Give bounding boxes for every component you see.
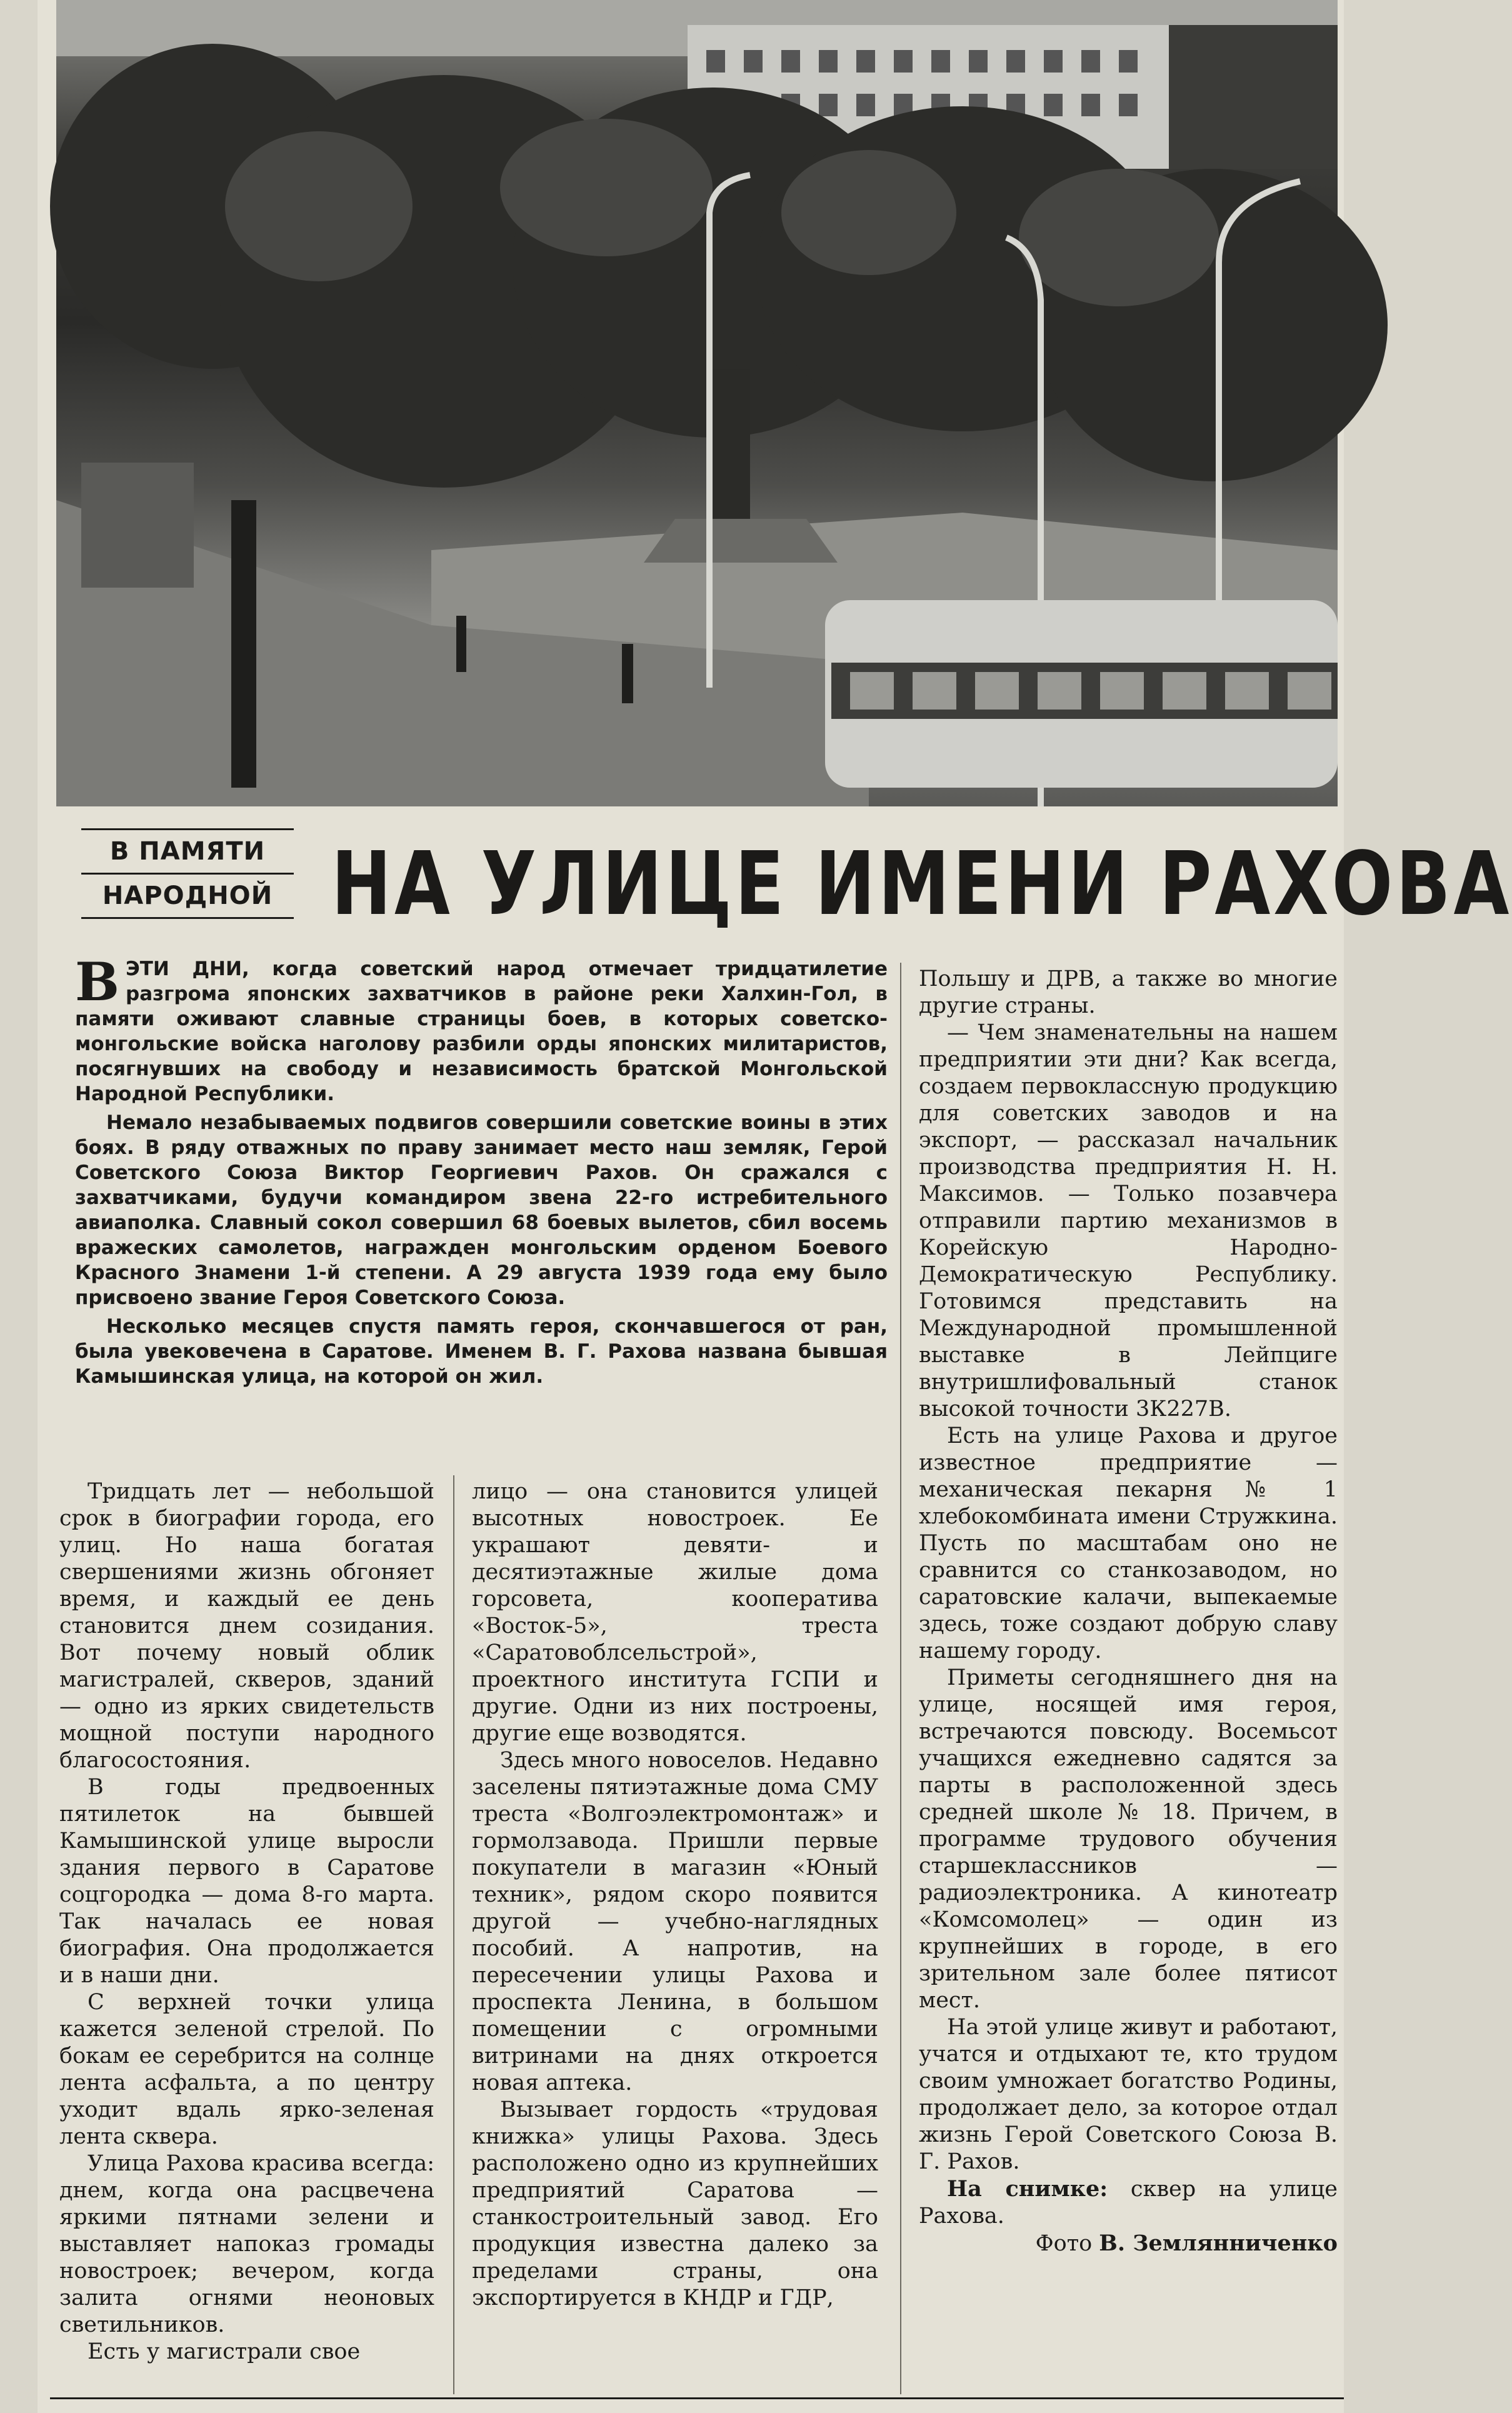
credit-label: Фото (1035, 2231, 1093, 2256)
section-rubric (81, 828, 294, 922)
photo-caption (919, 2175, 1338, 2230)
lead-paragraph-1 (75, 951, 888, 1106)
paragraph: В годы предвоенных пятилеток на бывшей Камышинской улице выросли здания первого в Саратове соцгородка — дома 8-го марта. Так началась ее новая биография. Она продолжается и в наши дни. (59, 1775, 434, 1988)
rubric-line-2: НАРОДНОЙ (81, 875, 294, 919)
paragraph: С верхней точки улица кажется зеленой стрелой. По бокам ее серебрится на солнце лента асфальта, а по центру уходит вдаль ярко-зеленая лента сквера. (59, 1990, 434, 2149)
paragraph: Есть на улице Рахова и другое известное предприятие — механическая пекарня № 1 хлебокомбината имени Стружкина. Пусть по масштабам оно не сравнится со станкозаводом, но саратовские калачи, выпекаемые здесь, тоже создают добрую славу нашему городу. (919, 1423, 1338, 1663)
street-photo (56, 0, 1338, 806)
lead-paragraph-3: Несколько месяцев спустя память героя, скончавшегося от ран, была увековечена в Саратове. Именем В. Г. Рахова названа бывшая Камышинская улица, на которой он жил. (75, 1315, 888, 1388)
caption-label: На снимке: (947, 2176, 1108, 2202)
article-column-2 (472, 1478, 878, 2312)
column-divider (453, 1475, 454, 2394)
paragraph: Здесь много новоселов. Недавно заселены пятиэтажные дома СМУ треста «Волгоэлектромонтаж» и гормолзавода. Пришли первые покупатели в магазин «Юный техник», рядом скоро появится другой — учебно-наглядных пособий. А напротив, на пересечении улицы Рахова и проспекта Ленина, в большом помещении с огромными витринами на днях откроется новая аптека. (472, 1748, 878, 2095)
paragraph: Улица Рахова красива всегда: днем, когда она расцвечена яркими пятнами зелени и выставляет напоказ громады новостроек; вечером, когда залита огнями неоновых светильников. (59, 2151, 434, 2337)
credit-name: В. Землянниченко (1099, 2230, 1338, 2256)
article-column-1 (59, 1478, 434, 2365)
photo-illustration (56, 0, 1338, 806)
caption-text: сквер на улице Рахова. (919, 2177, 1338, 2229)
column-divider (900, 963, 901, 2394)
paragraph: Есть у магистрали свое (88, 2339, 361, 2364)
article-headline: НА УЛИЦЕ ИМЕНИ РАХОВА (331, 833, 1512, 935)
paragraph: — Чем знаменательны на нашем предприятии эти дни? Как всегда, создаем первоклассную продукцию для советских заводов и на экспорт, — рассказал начальник производства предприятия Н. Н. Максимов. — Только позавчера отправили партию механизмов в Корейскую Народно-Демократическую Республику. Готовимся представить на Международной промышленной выставке в Лейпциге внутришлифовальный станок высокой точности 3К227В. (919, 1020, 1338, 1422)
lead-paragraph-2: Немало незабываемых подвигов совершили советские воины в этих боях. В ряду отважных по праву занимает место наш земляк, Герой Советского Союза Виктор Георгиевич Рахов. Он сражался с захватчиками, будучи командиром звена 22-го истребительного авиаполка. Славный сокол совершил 68 боевых вылетов, сбил восемь вражеских самолетов, награжден монгольским орденом Боевого Красного Знамени 1-й степени. А 29 августа 1939 года ему было присвоено звание Героя Советского Союза. (75, 1111, 888, 1309)
rubric-line-1: В ПАМЯТИ (81, 828, 294, 875)
drop-cap: В (75, 951, 119, 1013)
paragraph: На этой улице живут и работают, учатся и отдыхают те, кто трудом своим умножает богатство Родины, продолжает дело, за которое отдал жизнь Герой Советского Союза В. Г. Рахов. (919, 2015, 1338, 2174)
paragraph: Тридцать лет — небольшой срок в биографии города, его улиц. Но наша богатая свершениями жизнь обгоняет время, и каждый ее день становится днем созидания. Вот почему новый облик магистралей, скверов, зданий — одно из ярких свидетельств мощной поступи народного благосостояния. (59, 1479, 434, 1773)
article-column-3 (919, 966, 1338, 2257)
paragraph: Польшу и ДРВ, а также во многие другие страны. (919, 966, 1338, 1018)
paragraph: Приметы сегодняшнего дня на улице, носящей имя героя, встречаются повсюду. Восемьсот учащихся ежедневно садятся за парты в расположенной здесь средней школе № 18. Причем, в программе трудового обучения старшеклассников — радиоэлектроника. А кинотеатр «Комсомолец» — один из крупнейших в городе, в его зрительном зале более пятисот мест. (919, 1665, 1338, 2013)
article-lead (75, 951, 888, 1393)
paragraph: Вызывает гордость «трудовая книжка» улицы Рахова. Здесь расположено одно из крупнейших предприятий Саратова — станкостроительный завод. Его продукция известна далеко за пределами страны, она экспортируется в КНДР и ГДР, (472, 2097, 878, 2310)
page-bottom-rule (50, 2397, 1344, 2399)
paragraph: лицо — она становится улицей высотных новостроек. Ее украшают девяти- и десятиэтажные жилые дома горсовета, кооператива «Восток-5», треста «Саратовоблсельстрой», проектного института ГСПИ и другие. Одни из них построены, другие еще возводятся. (472, 1479, 878, 1746)
lead-text-1: ЭТИ ДНИ, когда советский народ отмечает тридцатилетие разгрома японских захватчиков в районе реки Халхин-Гол, в памяти оживают славные страницы боев, в которых советско-монгольские войска наголову разбили орды японских милитаристов, посягнувших на свободу и независимость братской Монгольской Народной Республики. (75, 958, 888, 1105)
photo-credit (919, 2230, 1338, 2257)
